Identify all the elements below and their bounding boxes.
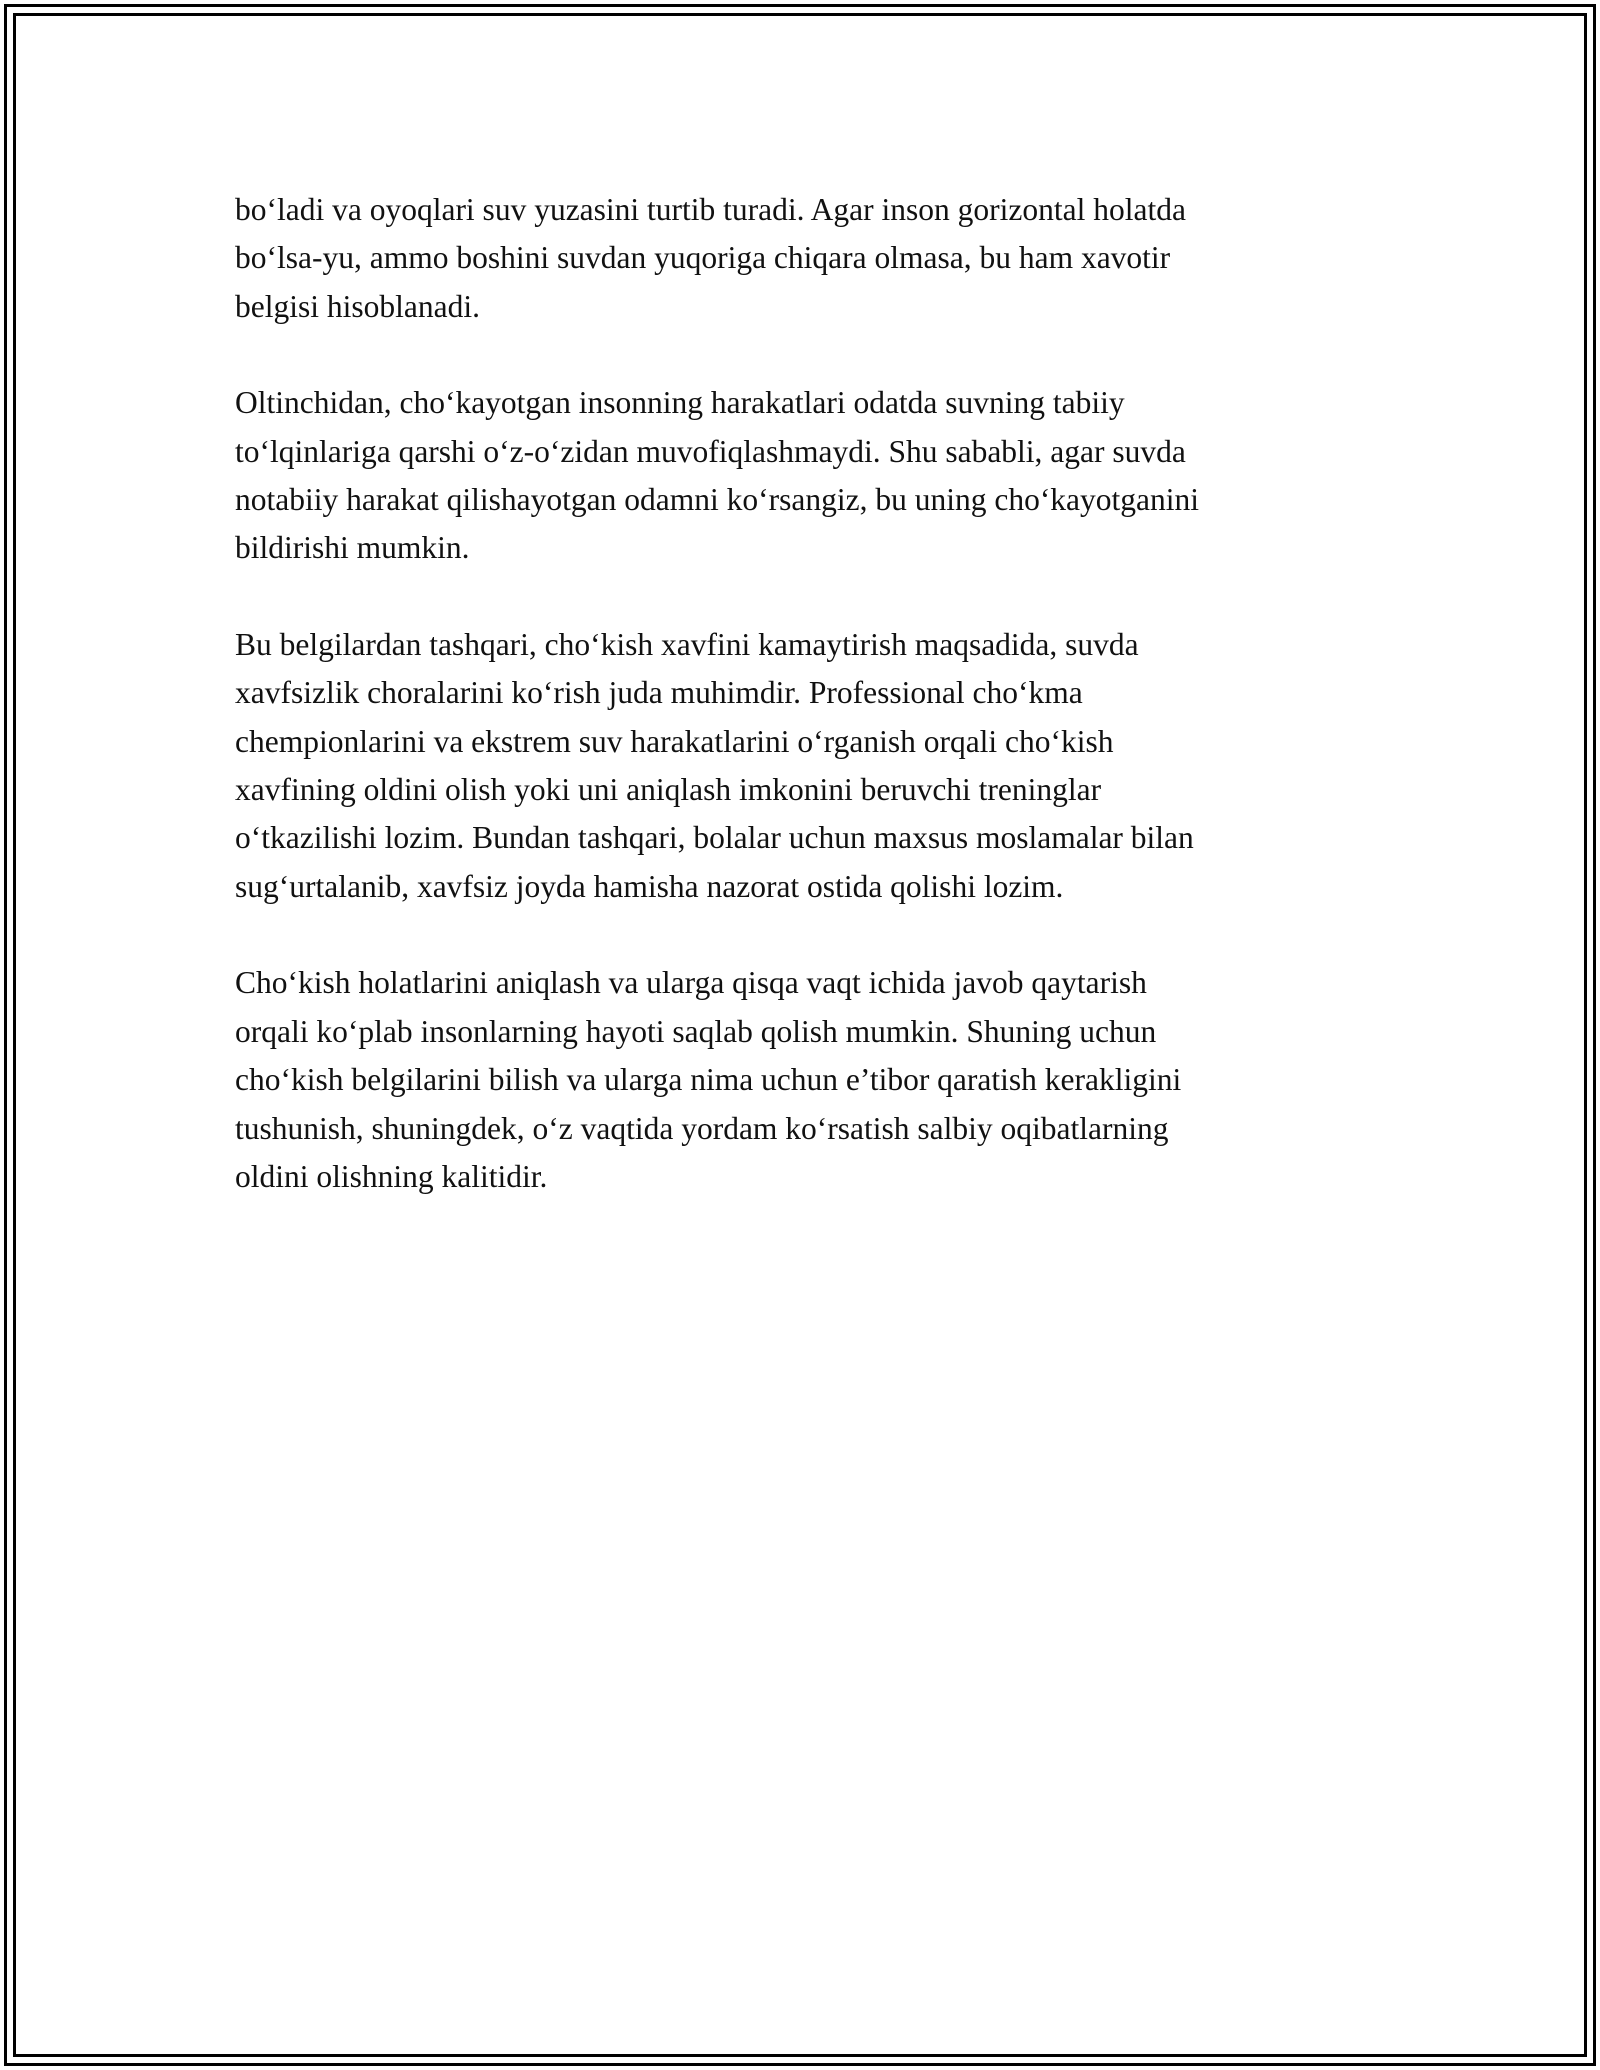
text-line: chempionlarini va ekstrem suv harakatlarini o‘rganish orqali cho‘kish bbox=[235, 723, 1114, 759]
text-line: to‘lqinlariga qarshi o‘z-o‘zidan muvofiqlashmaydi. Shu sababli, agar suvda bbox=[235, 433, 1186, 469]
text-line: oldini olishning kalitidir. bbox=[235, 1158, 548, 1194]
text-line: bo‘ladi va oyoqlari suv yuzasini turtib turadi. Agar inson gorizontal holatda bbox=[235, 192, 1186, 227]
text-line: cho‘kish belgilarini bilish va ularga nima uchun e’tibor qaratish kerakligini bbox=[235, 1062, 1182, 1098]
document-body bbox=[235, 186, 1375, 1249]
text-line: sug‘urtalanib, xavfsiz joyda hamisha nazorat ostida qolishi lozim. bbox=[235, 868, 1064, 904]
text-line: xavfsizlik choralarini ko‘rish juda muhimdir. Professional cho‘kma bbox=[235, 675, 1083, 711]
text-line: o‘tkazilishi lozim. Bundan tashqari, bolalar uchun maxsus moslamalar bilan bbox=[235, 820, 1194, 856]
text-line: belgisi hisoblanadi. bbox=[235, 288, 480, 324]
text-line: notabiiy harakat qilishayotgan odamni ko‘rsangiz, bu uning cho‘kayotganini bbox=[235, 482, 1200, 518]
paragraph-4 bbox=[235, 959, 1375, 1201]
text-line: Bu belgilardan tashqari, cho‘kish xavfini kamaytirish maqsadida, suvda bbox=[235, 626, 1139, 662]
text-line: bildirishi mumkin. bbox=[235, 530, 470, 566]
text-line: Cho‘kish holatlarini aniqlash va ularga qisqa vaqt ichida javob qaytarish bbox=[235, 965, 1147, 1001]
paragraph-3 bbox=[235, 621, 1375, 911]
text-line: xavfining oldini olish yoki uni aniqlash imkonini beruvchi treninglar bbox=[235, 772, 1102, 808]
text-line: Oltinchidan, cho‘kayotgan insonning harakatlari odatda suvning tabiiy bbox=[235, 385, 1125, 421]
text-line: orqali ko‘plab insonlarning hayoti saqlab qolish mumkin. Shuning uchun bbox=[235, 1013, 1157, 1049]
text-line: tushunish, shuningdek, o‘z vaqtida yordam ko‘rsatish salbiy oqibatlarning bbox=[235, 1110, 1169, 1146]
paragraph-1 bbox=[235, 186, 1375, 331]
text-line: bo‘lsa-yu, ammo boshini suvdan yuqoriga chiqara olmasa, bu ham xavotir bbox=[235, 240, 1171, 276]
paragraph-2 bbox=[235, 379, 1375, 573]
